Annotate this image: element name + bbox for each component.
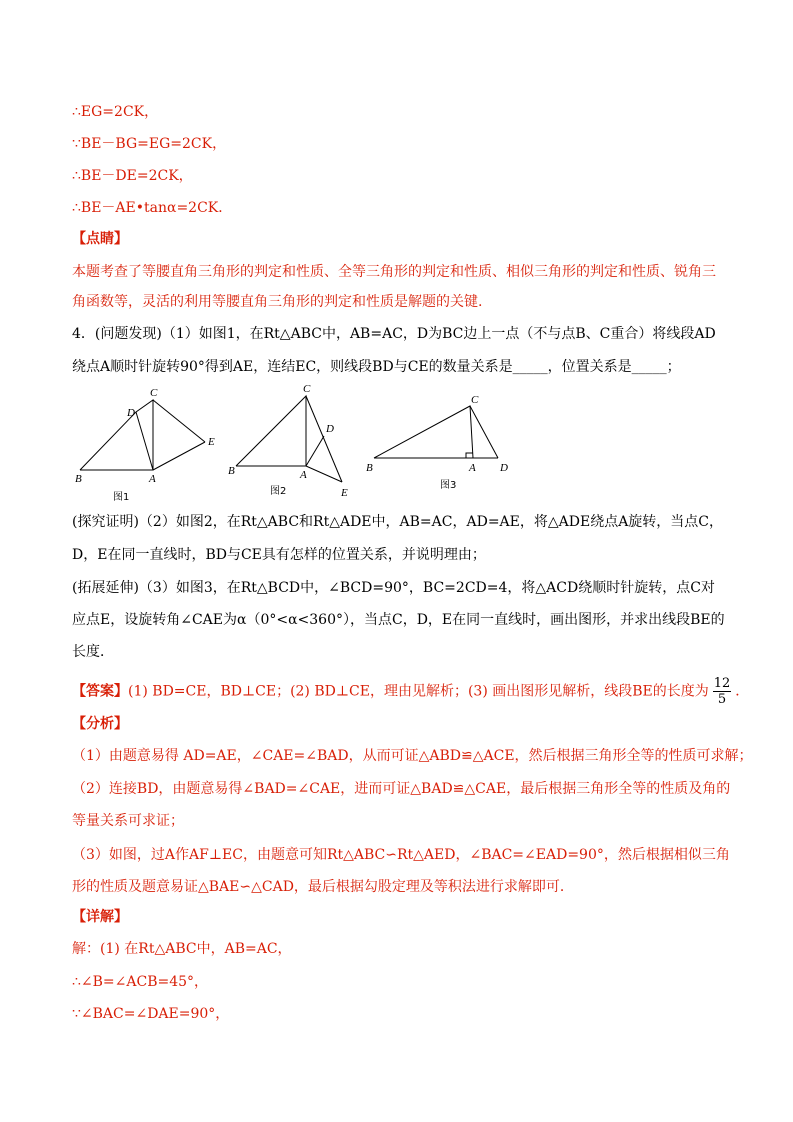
fig2-label-d: D	[326, 423, 334, 435]
analysis-line-2: （2）连接BD，由题意易得∠BAD=∠CAE，进而可证△BAD≌△CAE，最后根据三角形全等的性质及角的	[72, 781, 731, 797]
fig3-label-a: A	[469, 462, 476, 474]
fig2-caption: 图2	[270, 486, 287, 497]
part2-line-2: D，E在同一直线时，BD与CE具有怎样的位置关系，并说明理由；	[72, 547, 486, 563]
fig1-caption: 图1	[113, 492, 130, 502]
fig1-label-b: B	[75, 473, 82, 485]
fig2-label-e: E	[341, 487, 348, 499]
proof-line-4: ∴BE－AE•tanα=2CK．	[72, 200, 233, 216]
problem-line-1: 4．(问题发现)（1）如图1，在Rt△ABC中，AB=AC，D为BC边上一点（不与点B、C重合）将线段AD	[72, 326, 716, 342]
fig2-label-c: C	[303, 383, 311, 395]
fig1-label-a: A	[149, 473, 156, 485]
fig3-caption: 图3	[440, 480, 457, 491]
detail-heading: 【详解】	[72, 909, 128, 925]
answer-heading: 【答案】	[72, 683, 128, 700]
analysis-heading: 【分析】	[72, 716, 128, 732]
answer-text: (1) BD=CE，BD⊥CE；(2) BD⊥CE，理由见解析；(3) 画出图形见解析，线段BE的长度为	[128, 683, 709, 700]
fraction-denominator: 5	[717, 692, 727, 707]
detail-line-3: ∵∠BAC=∠DAE=90°，	[72, 1006, 230, 1022]
fig1-label-e: E	[208, 436, 215, 448]
proof-line-2: ∵BE－BG=EG=2CK，	[72, 136, 227, 152]
part2-line-1: (探究证明)（2）如图2，在Rt△ABC和Rt△ADE中，AB=AC，AD=AE，将△ADE绕点A旋转，当点C，	[72, 514, 724, 530]
part3-line-1: (拓展延伸)（3）如图3，在Rt△BCD中，∠BCD=90°，BC=2CD=4，将△ACD绕顺时针旋转，点C对	[72, 580, 715, 596]
answer-line	[72, 676, 749, 707]
fraction-numerator: 12	[713, 676, 731, 691]
analysis-line-4: （3）如图，过A作AF⊥EC，由题意可知Rt△ABC∽Rt△AED，∠BAC=∠EAD=90°，然后根据相似三角	[72, 847, 730, 863]
dianjing-line-2: 角函数等，灵活的利用等腰直角三角形的判定和性质是解题的关键.	[72, 294, 483, 310]
figures-diagram	[70, 382, 550, 502]
detail-line-1: 解：(1) 在Rt△ABC中，AB=AC，	[72, 941, 292, 957]
dianjing-line-1: 本题考查了等腰直角三角形的判定和性质、全等三角形的判定和性质、相似三角形的判定和性质、锐角三	[72, 264, 716, 280]
fig1-label-d: D	[127, 407, 135, 419]
part3-line-3: 长度．	[72, 644, 114, 660]
analysis-line-3: 等量关系可求证；	[72, 813, 184, 829]
fig2-label-b: B	[228, 465, 235, 477]
answer-fraction	[713, 676, 732, 707]
fig3-label-d: D	[500, 462, 508, 474]
analysis-line-1: （1）由题意易得 AD=AE，∠CAE=∠BAD，从而可证△ABD≌△ACE，然后根据三角形全等的性质可求解；	[72, 748, 753, 764]
answer-end: ．	[735, 683, 750, 700]
fig1-label-c: C	[150, 387, 158, 399]
part3-line-2: 应点E，设旋转角∠CAE为α（0°<α<360°），当点C，D，E在同一直线时，画出图形，并求出线段BE的	[72, 612, 725, 628]
analysis-line-5: 形的性质及题意易证△BAE∽△CAD，最后根据勾股定理及等积法进行求解即可．	[72, 879, 574, 895]
fig3-label-b: B	[366, 462, 373, 474]
fig2-label-a: A	[300, 469, 307, 481]
dianjing-heading: 【点睛】	[72, 231, 128, 247]
proof-line-1: ∴EG=2CK，	[72, 104, 159, 120]
detail-line-2: ∴∠B=∠ACB=45°，	[72, 974, 209, 990]
problem-line-2: 绕点A顺时针旋转90°得到AE，连结EC，则线段BD与CE的数量关系是_____，位置关系是_____；	[72, 359, 681, 375]
proof-line-3: ∴BE－DE=2CK，	[72, 168, 193, 184]
fig3-label-c: C	[471, 394, 479, 406]
